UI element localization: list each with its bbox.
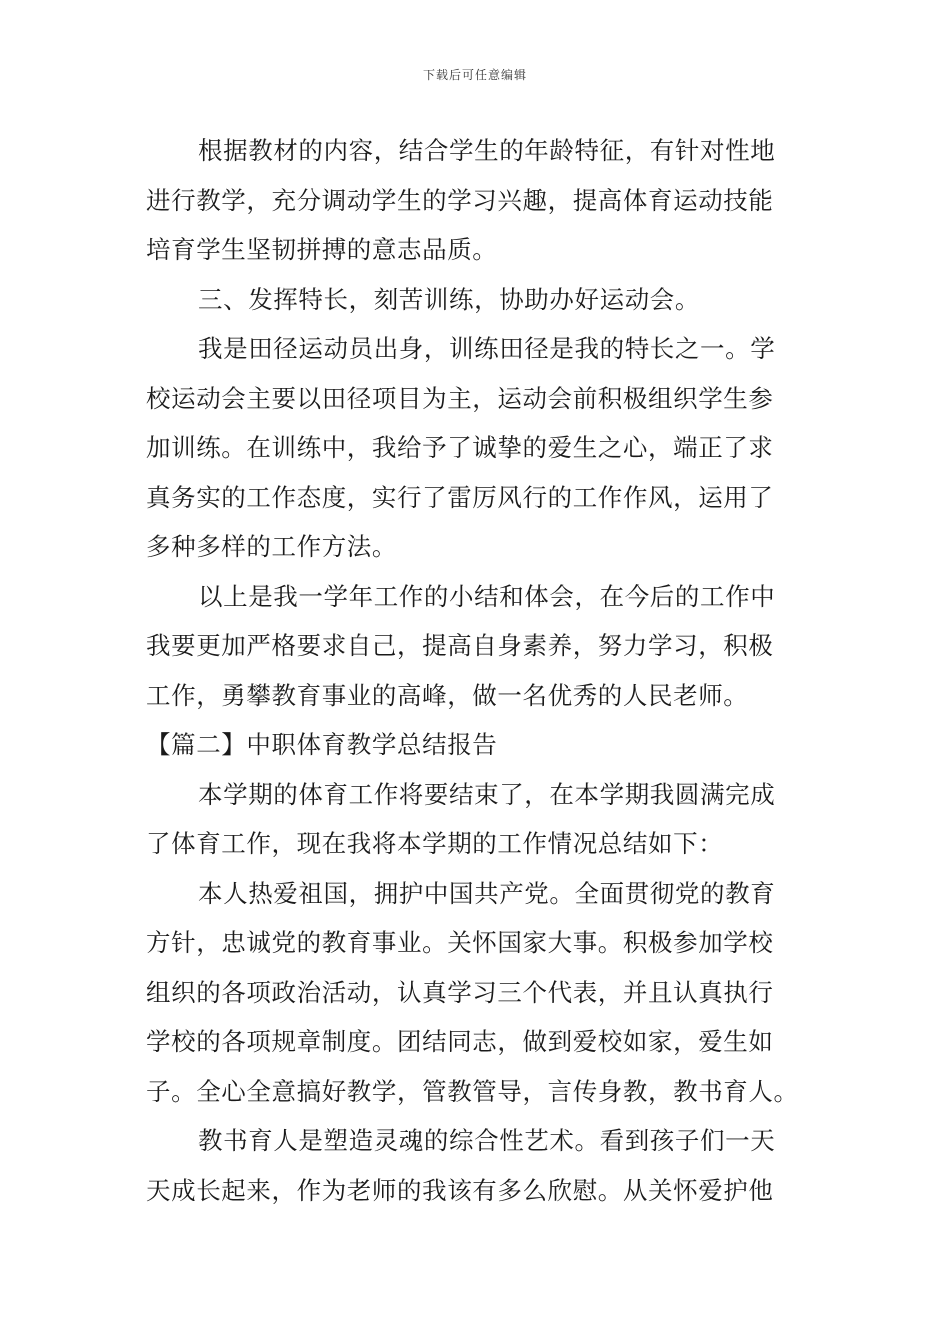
- section-heading-3: 三、发挥特长，刻苦训练，协助办好运动会。: [198, 284, 700, 314]
- text-line: 了体育工作，现在我将本学期的工作情况总结如下：: [146, 829, 724, 858]
- text-line: 学校的各项规章制度。团结同志，做到爱校如家，爱生如: [146, 1027, 774, 1056]
- part-two-title: 【篇二】中职体育教学总结报告: [146, 730, 498, 759]
- text-line: 根据教材的内容，结合学生的年龄特征，有针对性地: [198, 136, 776, 165]
- text-line: 教书育人是塑造灵魂的综合性艺术。看到孩子们一天: [198, 1126, 776, 1155]
- text-line: 加训练。在训练中，我给予了诚挚的爱生之心，端正了求: [146, 433, 774, 462]
- text-line: 以上是我一学年工作的小结和体会，在今后的工作中: [198, 581, 776, 611]
- page-header: 下载后可任意编辑: [422, 68, 527, 82]
- text-line: 子。全心全意搞好教学，管教管导，言传身教，教书育人。: [146, 1076, 799, 1106]
- text-line: 本人热爱祖国，拥护中国共产党。全面贯彻党的教育: [198, 878, 776, 908]
- text-line: 真务实的工作态度，实行了雷厉风行的工作作风，运用了: [146, 482, 774, 512]
- text-line: 我是田径运动员出身，训练田径是我的特长之一。学: [198, 334, 776, 363]
- text-line: 天成长起来，作为老师的我该有多么欣慰。从关怀爱护他: [146, 1175, 774, 1205]
- document-body: [146, 126, 816, 1215]
- text-line: 组织的各项政治活动，认真学习三个代表，并且认真执行: [146, 977, 774, 1007]
- text-line: 校运动会主要以田径项目为主，运动会前积极组织学生参: [146, 383, 774, 413]
- text-line: 方针，忠诚党的教育事业。关怀国家大事。积极参加学校: [146, 928, 774, 957]
- text-line: 工作，勇攀教育事业的高峰，做一名优秀的人民老师。: [146, 680, 749, 710]
- text-line: 进行教学，充分调动学生的学习兴趣，提高体育运动技能: [146, 185, 774, 215]
- text-line: 本学期的体育工作将要结束了，在本学期我圆满完成: [198, 779, 776, 809]
- text-line: 我要更加严格要求自己，提高自身素养，努力学习，积极: [146, 631, 774, 660]
- text-line: 多种多样的工作方法。: [146, 532, 397, 561]
- text-line: 培育学生坚韧拼搏的意志品质。: [146, 235, 498, 264]
